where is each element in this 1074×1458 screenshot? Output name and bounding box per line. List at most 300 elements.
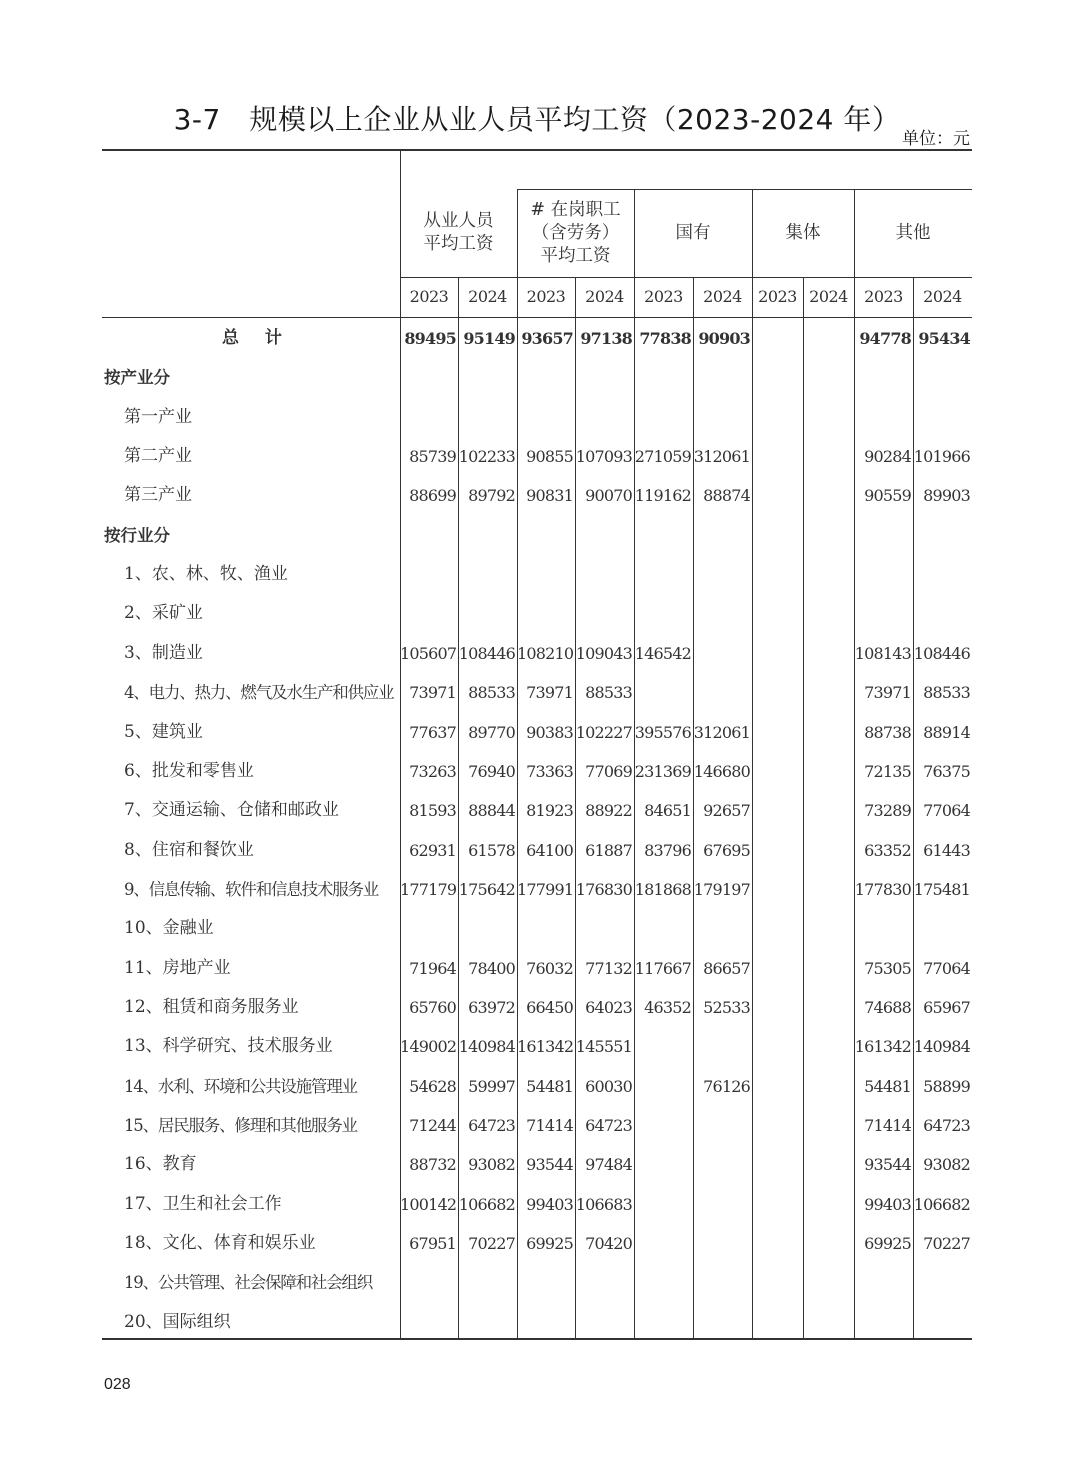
table-cell: 90855 <box>526 447 573 467</box>
table-cell <box>517 1303 575 1342</box>
row-label: 2、采矿业 <box>124 603 203 624</box>
header-bottom-rule <box>102 317 972 318</box>
table-cell: 88738 <box>864 722 911 742</box>
table-cell: 90284 <box>864 447 911 467</box>
table-cell <box>575 398 634 437</box>
table-cell: 92657 <box>703 801 750 821</box>
table-cell: 77132 <box>585 958 632 978</box>
table-row <box>102 673 972 712</box>
table-cell <box>803 634 854 673</box>
table-cell: 70420 <box>585 1234 632 1254</box>
table-cell: 81923 <box>526 801 573 821</box>
table-cell <box>752 516 803 555</box>
table-cell: 90903 <box>698 329 750 348</box>
table-cell: 181868 <box>634 879 691 899</box>
row-label: 11、房地产业 <box>124 957 231 978</box>
table-cell: 177179 <box>400 879 457 899</box>
table-cell <box>634 1067 693 1106</box>
row-label: 17、卫生和社会工作 <box>124 1193 282 1214</box>
row-label: 按行业分 <box>104 525 170 545</box>
table-cell: 108446 <box>458 643 515 663</box>
table-cell <box>752 398 803 437</box>
table-cell: 77838 <box>639 329 691 348</box>
table-cell <box>634 1263 693 1302</box>
table-row <box>102 1185 972 1224</box>
year-header: 2024 <box>468 287 507 306</box>
table-row <box>102 791 972 830</box>
table-cell: 102233 <box>458 447 515 467</box>
table-cell: 77637 <box>409 722 456 742</box>
table-cell <box>803 870 854 909</box>
table-cell <box>634 1303 693 1342</box>
table-cell <box>854 1303 913 1342</box>
table-cell <box>803 1145 854 1184</box>
table-cell <box>803 1067 854 1106</box>
table-cell: 93544 <box>526 1155 573 1175</box>
table-cell: 63972 <box>468 997 515 1017</box>
year-row-rule <box>400 277 972 278</box>
table-cell: 312061 <box>693 722 750 742</box>
table-cell <box>752 870 803 909</box>
row-label: 5、建筑业 <box>124 721 203 742</box>
row-label: 13、科学研究、技术服务业 <box>124 1036 333 1057</box>
table-cell: 106682 <box>913 1194 970 1214</box>
table-cell <box>458 1263 517 1302</box>
table-cell: 108143 <box>854 643 911 663</box>
table-cell: 312061 <box>693 447 750 467</box>
table-cell <box>400 909 458 948</box>
table-cell <box>803 437 854 476</box>
row-label: 第一产业 <box>124 406 192 427</box>
row-label: 14、水利、环境和公共设施管理业 <box>124 1076 357 1096</box>
column-group-header <box>634 189 752 277</box>
year-header: 2023 <box>758 287 797 306</box>
table-cell <box>803 949 854 988</box>
table-cell: 73263 <box>409 761 456 781</box>
year-header: 2024 <box>703 287 742 306</box>
table-cell <box>752 831 803 870</box>
year-header: 2023 <box>644 287 683 306</box>
table-cell: 88874 <box>703 486 750 506</box>
table-cell: 83796 <box>644 840 691 860</box>
table-cell <box>803 1027 854 1066</box>
table-cell <box>854 594 913 633</box>
table-cell: 88732 <box>409 1155 456 1175</box>
table-row <box>102 1027 972 1066</box>
table-cell <box>913 555 972 594</box>
table-row <box>102 634 972 673</box>
table-cell <box>693 516 752 555</box>
table-cell: 64723 <box>468 1116 515 1135</box>
table-cell <box>517 555 575 594</box>
table-cell: 88922 <box>585 801 632 821</box>
table-cell <box>693 1027 752 1066</box>
table-cell <box>752 1303 803 1342</box>
table-cell <box>913 358 972 397</box>
row-label: 4、电力、热力、燃气及水生产和供应业 <box>124 683 394 703</box>
table-cell: 67951 <box>409 1234 456 1254</box>
table-row <box>102 870 972 909</box>
table-cell: 66450 <box>526 997 573 1017</box>
table-cell: 81593 <box>409 801 456 821</box>
table-cell: 84651 <box>644 801 691 821</box>
table-cell: 95434 <box>918 329 970 348</box>
table-cell: 86657 <box>703 958 750 978</box>
table-cell <box>693 1145 752 1184</box>
table-cell <box>400 398 458 437</box>
table-cell: 62931 <box>409 840 456 860</box>
table-cell: 179197 <box>693 879 750 899</box>
table-cell: 93082 <box>468 1155 515 1175</box>
table-cell: 65760 <box>409 997 456 1017</box>
table-cell: 65967 <box>923 997 970 1017</box>
top-rule <box>102 149 972 151</box>
table-cell: 94778 <box>859 329 911 348</box>
table-cell: 101966 <box>913 447 970 467</box>
table-cell <box>803 752 854 791</box>
column-group-header <box>517 189 634 277</box>
table-cell: 145551 <box>575 1037 632 1057</box>
table-cell: 161342 <box>854 1037 911 1057</box>
table-cell: 140984 <box>913 1037 970 1057</box>
row-label: 9、信息传输、软件和信息技术服务业 <box>124 879 379 899</box>
table-cell <box>634 909 693 948</box>
table-cell: 89770 <box>468 722 515 742</box>
table-row <box>102 398 972 437</box>
table-row <box>102 831 972 870</box>
table-cell: 64100 <box>526 840 573 860</box>
column-group-header-line: （含劳务） <box>531 222 620 243</box>
table-cell <box>752 1263 803 1302</box>
table-cell: 78400 <box>468 958 515 978</box>
table-cell <box>803 909 854 948</box>
table-cell: 99403 <box>864 1194 911 1214</box>
table-cell: 52533 <box>703 997 750 1017</box>
table-cell: 69925 <box>864 1234 911 1254</box>
table-row <box>102 909 972 948</box>
table-cell <box>752 555 803 594</box>
table-cell: 74688 <box>864 997 911 1017</box>
table-row <box>102 752 972 791</box>
table-cell <box>693 1303 752 1342</box>
table-cell: 89903 <box>923 486 970 506</box>
table-cell: 88844 <box>468 801 515 821</box>
table-cell: 72135 <box>864 761 911 781</box>
row-label: 7、交通运输、仓储和邮政业 <box>124 800 339 821</box>
table-cell <box>458 555 517 594</box>
table-row <box>102 1145 972 1184</box>
table-cell <box>803 1106 854 1145</box>
table-cell: 146680 <box>693 761 750 781</box>
year-header: 2023 <box>526 287 566 306</box>
table-cell: 64723 <box>585 1116 632 1135</box>
table-cell: 76032 <box>526 958 573 978</box>
table-cell: 175642 <box>458 879 515 899</box>
table-cell: 88533 <box>923 683 970 703</box>
table-cell <box>634 398 693 437</box>
table-row <box>102 713 972 752</box>
table-cell <box>634 358 693 397</box>
row-label: 1、农、林、牧、渔业 <box>124 564 288 585</box>
table-cell: 271059 <box>634 447 691 467</box>
table-row <box>102 1303 972 1342</box>
table-cell <box>634 555 693 594</box>
table-cell: 90383 <box>526 722 573 742</box>
table-cell <box>752 752 803 791</box>
table-cell: 117667 <box>634 958 691 978</box>
table-row <box>102 1106 972 1145</box>
table-cell <box>634 673 693 712</box>
table-cell: 73971 <box>409 683 456 703</box>
table-cell: 71414 <box>864 1116 911 1135</box>
table-cell <box>803 555 854 594</box>
table-cell: 64023 <box>585 997 632 1017</box>
table-cell: 69925 <box>526 1234 573 1254</box>
table-cell <box>517 516 575 555</box>
table-cell <box>517 594 575 633</box>
table-cell <box>575 1263 634 1302</box>
row-label: 8、住宿和餐饮业 <box>124 839 254 860</box>
table-row <box>102 1263 972 1302</box>
table-row <box>102 555 972 594</box>
table-cell <box>693 1224 752 1263</box>
row-label: 第三产业 <box>124 485 192 506</box>
table-cell <box>913 1263 972 1302</box>
table-cell <box>752 358 803 397</box>
table-cell <box>752 319 803 358</box>
column-group-header <box>752 189 854 277</box>
row-label: 6、批发和零售业 <box>124 760 254 781</box>
table-cell <box>752 1185 803 1224</box>
table-cell: 73971 <box>526 683 573 703</box>
column-group-header-line: 平均工资 <box>540 245 611 266</box>
table-cell <box>634 1145 693 1184</box>
table-cell <box>752 1106 803 1145</box>
table-cell: 105607 <box>400 643 457 663</box>
table-cell: 54628 <box>409 1076 456 1096</box>
table-cell: 59997 <box>468 1076 515 1096</box>
row-label: 12、租赁和商务服务业 <box>124 996 299 1017</box>
table-cell <box>634 1106 693 1145</box>
table-cell <box>752 1224 803 1263</box>
table-cell <box>458 516 517 555</box>
table-cell <box>752 713 803 752</box>
table-row <box>102 476 972 515</box>
table-cell <box>803 673 854 712</box>
table-cell: 89792 <box>468 486 515 506</box>
table-cell: 90831 <box>526 486 573 506</box>
table-cell <box>400 1303 458 1342</box>
column-group-header-line: 平均工资 <box>423 234 494 254</box>
table-cell: 89495 <box>404 329 456 348</box>
table-cell <box>693 555 752 594</box>
table-cell: 102227 <box>575 722 632 742</box>
table-cell <box>400 1263 458 1302</box>
table-cell <box>752 1145 803 1184</box>
table-cell <box>693 909 752 948</box>
column-group-header <box>400 189 517 277</box>
table-cell <box>803 1224 854 1263</box>
row-label: 19、公共管理、社会保障和社会组织 <box>124 1273 373 1293</box>
table-cell: 73289 <box>864 801 911 821</box>
table-cell: 97484 <box>585 1155 632 1175</box>
table-cell <box>854 555 913 594</box>
table-cell <box>752 673 803 712</box>
table-cell <box>693 594 752 633</box>
table-cell <box>854 398 913 437</box>
column-group-header <box>854 189 972 277</box>
row-label: 总 计 <box>222 328 292 348</box>
page-number: 028 <box>104 1376 131 1393</box>
table-cell <box>575 358 634 397</box>
table-cell <box>400 358 458 397</box>
table-row <box>102 594 972 633</box>
table-cell <box>803 476 854 515</box>
row-label: 10、金融业 <box>124 918 214 939</box>
table-cell <box>803 1303 854 1342</box>
table-cell <box>458 909 517 948</box>
table-cell <box>575 555 634 594</box>
table-cell <box>752 988 803 1027</box>
table-cell <box>803 791 854 830</box>
table-cell: 100142 <box>400 1194 457 1214</box>
table-cell <box>913 909 972 948</box>
table-cell: 108210 <box>517 643 574 663</box>
table-row <box>102 1224 972 1263</box>
table-row <box>102 516 972 555</box>
row-label: 16、教育 <box>124 1154 197 1175</box>
table-cell <box>575 594 634 633</box>
table-cell: 54481 <box>526 1076 573 1096</box>
table-cell <box>517 358 575 397</box>
table-cell: 108446 <box>913 643 970 663</box>
table-cell: 58899 <box>923 1076 970 1096</box>
table-cell: 88533 <box>585 683 632 703</box>
table-cell <box>634 1185 693 1224</box>
table-cell: 61443 <box>923 840 970 860</box>
table-cell <box>517 909 575 948</box>
year-header: 2024 <box>809 287 848 306</box>
table-row <box>102 358 972 397</box>
row-label: 按产业分 <box>104 368 170 388</box>
table-cell: 231369 <box>634 761 691 781</box>
year-header: 2024 <box>585 287 624 306</box>
table-cell: 149002 <box>400 1037 457 1057</box>
table-cell: 76940 <box>468 761 515 781</box>
table-row <box>102 319 972 358</box>
table-cell <box>400 594 458 633</box>
table-cell: 177830 <box>854 879 911 899</box>
table-row <box>102 437 972 476</box>
table-cell <box>752 791 803 830</box>
table-cell <box>854 358 913 397</box>
table-cell: 95149 <box>463 329 515 348</box>
table-cell: 61578 <box>468 840 515 860</box>
table-cell <box>575 516 634 555</box>
table-cell <box>803 398 854 437</box>
table-cell <box>913 594 972 633</box>
table-cell <box>803 594 854 633</box>
table-cell: 99403 <box>526 1194 573 1214</box>
table-cell: 140984 <box>458 1037 515 1057</box>
table-cell <box>517 398 575 437</box>
row-label: 15、居民服务、修理和其他服务业 <box>124 1116 357 1135</box>
table-cell: 63352 <box>864 840 911 860</box>
table-cell <box>458 358 517 397</box>
table-cell: 93544 <box>864 1155 911 1175</box>
table-title: 3-7 规模以上企业从业人员平均工资（2023-2024 年） <box>173 103 901 136</box>
column-group-header-line: 从业人员 <box>423 211 494 231</box>
table-cell <box>458 398 517 437</box>
column-group-header-line: 国有 <box>675 222 711 243</box>
table-cell: 54481 <box>864 1076 911 1096</box>
table-cell <box>854 909 913 948</box>
table-cell <box>693 358 752 397</box>
table-cell <box>913 516 972 555</box>
table-cell <box>803 319 854 358</box>
row-label: 18、文化、体育和娱乐业 <box>124 1233 316 1254</box>
table-cell <box>752 909 803 948</box>
table-cell <box>400 555 458 594</box>
table-cell: 71414 <box>526 1116 573 1135</box>
table-cell: 75305 <box>864 958 911 978</box>
table-cell <box>803 1185 854 1224</box>
table-cell: 106683 <box>575 1194 632 1214</box>
table-cell <box>854 1263 913 1302</box>
table-row <box>102 1067 972 1106</box>
table-cell <box>693 1185 752 1224</box>
table-cell <box>575 909 634 948</box>
table-cell: 109043 <box>575 643 632 663</box>
table-cell <box>803 358 854 397</box>
table-cell <box>803 1263 854 1302</box>
table-cell: 90070 <box>585 486 632 506</box>
column-group-header-line: 其他 <box>895 222 931 243</box>
table-cell: 119162 <box>634 486 691 506</box>
table-cell <box>575 1303 634 1342</box>
table-cell: 93082 <box>923 1155 970 1175</box>
column-group-header-line: # 在岗职工 <box>530 199 621 220</box>
row-label: 第二产业 <box>124 446 192 467</box>
table-cell: 107093 <box>575 447 632 467</box>
table-cell <box>752 594 803 633</box>
table-cell <box>752 634 803 673</box>
table-cell: 93657 <box>521 329 573 348</box>
table-cell: 76126 <box>703 1076 750 1096</box>
table-cell <box>803 988 854 1027</box>
table-cell <box>693 673 752 712</box>
table-cell <box>752 949 803 988</box>
table-cell: 76375 <box>923 761 970 781</box>
table-cell: 64723 <box>923 1116 970 1135</box>
table-cell <box>752 476 803 515</box>
table-cell: 60030 <box>585 1076 632 1096</box>
year-header: 2023 <box>409 287 449 306</box>
table-row <box>102 949 972 988</box>
table-cell <box>803 516 854 555</box>
table-cell <box>752 1027 803 1066</box>
table-cell: 176830 <box>575 879 632 899</box>
table-cell: 88914 <box>923 722 970 742</box>
table-cell <box>693 1263 752 1302</box>
table-cell <box>634 516 693 555</box>
table-cell: 77069 <box>585 761 632 781</box>
table-cell: 61887 <box>585 840 632 860</box>
table-cell <box>634 594 693 633</box>
table-cell: 77064 <box>923 801 970 821</box>
table-cell: 73971 <box>864 683 911 703</box>
column-group-header-line: 集体 <box>785 222 821 243</box>
